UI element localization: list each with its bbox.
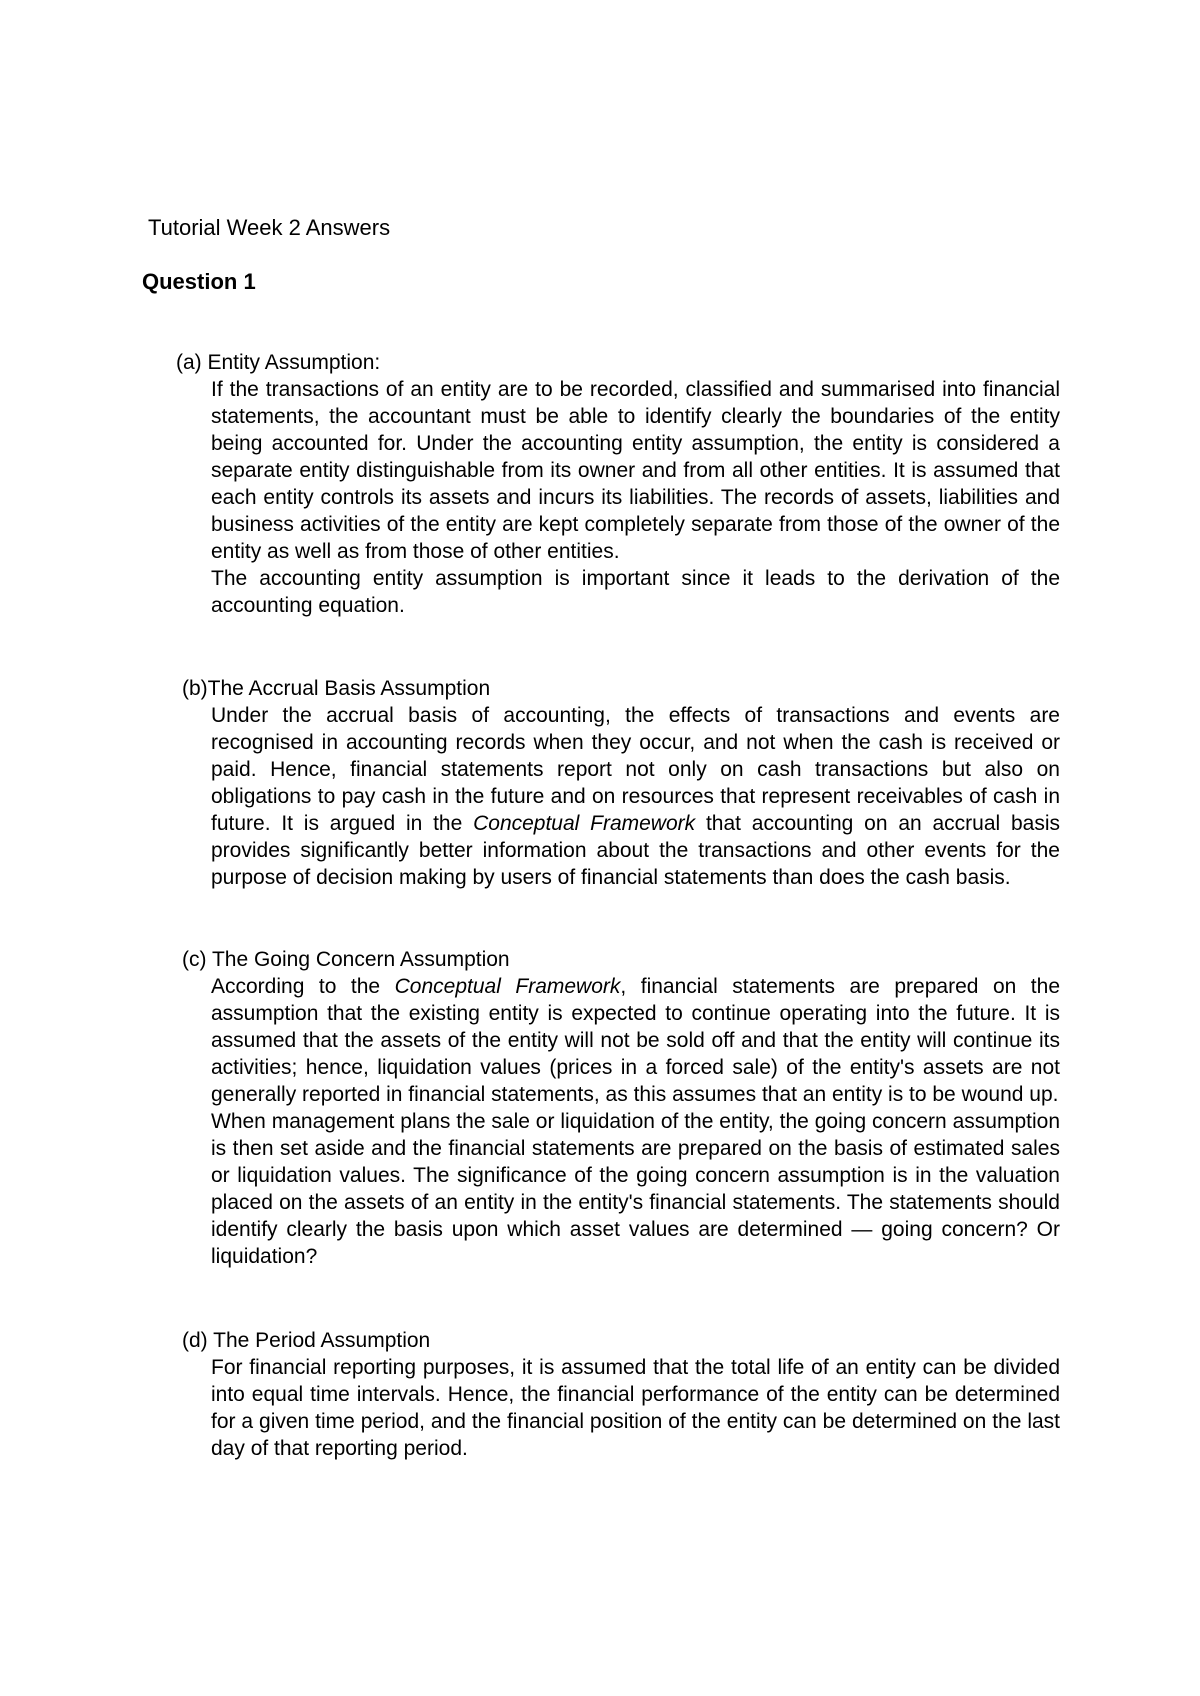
section-accrual-basis-assumption [182,675,1066,891]
paragraph: For financial reporting purposes, it is assumed that the total life of an entity can be divided into equal time intervals. Hence, the financial performance of the entity can be determined for a given time period, and the financial position of the entity can be determined on the last day of that reporting period. [211,1356,1060,1460]
paragraph: The accounting entity assumption is important since it leads to the derivation of the accounting equation. [211,567,1060,617]
section-body [211,702,1060,891]
paragraph: If the transactions of an entity are to be recorded, classified and summarised into financial statements, the accountant must be able to identify clearly the boundaries of the entity being accounted for. Under the accounting entity assumption, the entity is considered a separate entity distinguishable from its owner and from all other entities. It is assumed that each entity controls its assets and incurs its liabilities. The records of assets, liabilities and business activities of the entity are kept completely separate from those of the owner of the entity as well as from those of other entities. [211,378,1060,563]
italic-term: Conceptual Framework [473,812,696,835]
section-heading: (c) The Going Concern Assumption [182,948,510,971]
text-run: , financial statements are prepared on the assumption that the existing entity is expected to continue operating into the future. It is assumed that the assets of the entity will not be sold off and that the entity will continue its activities; hence, liquidation values (prices in a forced sale) of the entity's assets are not generally reported in financial statements, as this assumes that an entity is to be wound up. [211,975,1060,1106]
italic-term: Conceptual Framework [394,975,621,998]
page-title: Tutorial Week 2 Answers [148,215,391,240]
section-body [211,973,1060,1270]
section-heading: (a) Entity Assumption: [176,351,381,374]
section-heading: (d) The Period Assumption [182,1329,431,1352]
section-body [211,376,1060,619]
section-entity-assumption [176,349,1060,619]
section-body [211,1354,1060,1462]
section-period-assumption [182,1327,1066,1462]
section-heading: (b)The Accrual Basis Assumption [182,677,491,700]
paragraph [211,702,1060,891]
text-run: that accounting on an accrual basis provides significantly better information about the transactions and other events for the purpose of decision making by users of financial statements than does the cash basis. [211,812,1060,889]
section-going-concern-assumption [182,946,1066,1270]
question-heading: Question 1 [142,269,256,294]
paragraph: When management plans the sale or liquidation of the entity, the going concern assumption is then set aside and the financial statements are prepared on the basis of estimated sales or liquidation values. The significance of the going concern assumption is in the valuation placed on the assets of an entity in the entity's financial statements. The statements should identify clearly the basis upon which asset values are determined — going concern? Or liquidation? [211,1110,1060,1268]
paragraph [211,973,1060,1108]
text-run: Under the accrual basis of accounting, the effects of transactions and events are recognised in accounting records when they occur, and not when the cash is received or paid. Hence, financial statements report not only on cash transactions but also on obligations to pay cash in the future and on resources that represent receivables of cash in future. It is argued in the [211,704,1060,835]
text-run: According to the [211,975,395,998]
